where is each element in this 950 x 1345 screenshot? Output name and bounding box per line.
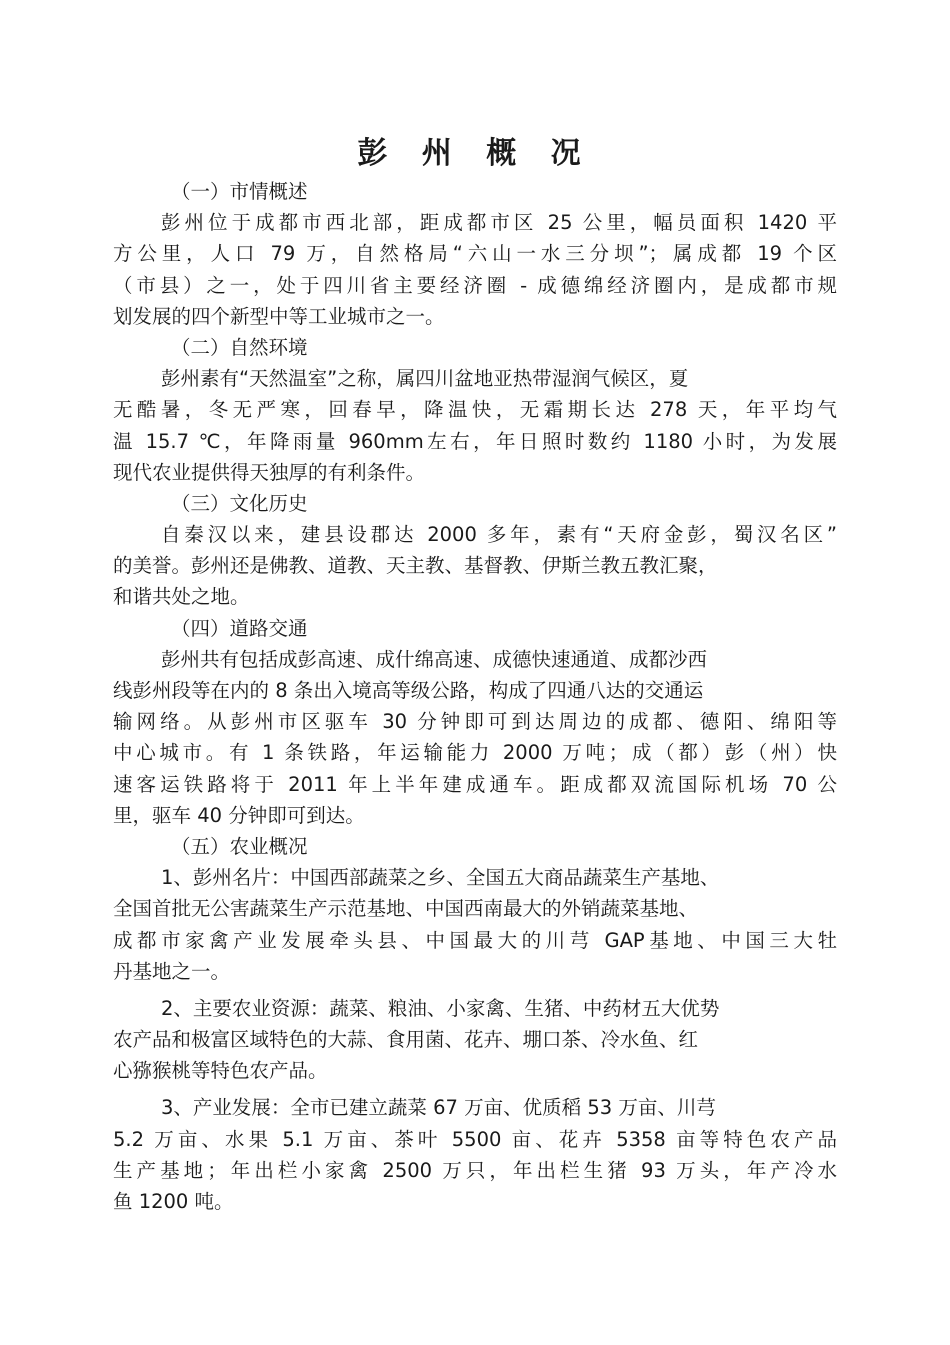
paragraph-line: 方公里，人口 79 万，自然格局“六山一水三分坝”；属成都 19 个区 <box>113 242 837 266</box>
paragraph-line: 输网络。从彭州市区驱车 30 分钟即可到达周边的成都、德阳、绵阳等 <box>113 710 837 734</box>
page-title: 彭 州 概 况 <box>357 136 593 171</box>
document-body <box>113 176 837 1217</box>
section-heading: （四）道路交通 <box>171 616 308 640</box>
section-heading: （三）文化历史 <box>171 491 308 515</box>
paragraph-line: 彭州共有包括成彭高速、成什绵高速、成德快速通道、成都沙西 <box>161 647 708 671</box>
paragraph-line: 心猕猴桃等特色农产品。 <box>113 1059 328 1083</box>
paragraph-line: 全国首批无公害蔬菜生产示范基地、中国西南最大的外销蔬菜基地、 <box>113 897 699 921</box>
paragraph-line: 温 15.7 ℃，年降雨量 960mm左右，年日照时数约 1180 小时，为发展 <box>113 429 837 453</box>
paragraph-line: 的美誉。彭州还是佛教、道教、天主教、基督教、伊斯兰教五教汇聚， <box>113 554 718 578</box>
paragraph-line: 划发展的四个新型中等工业城市之一。 <box>113 304 445 328</box>
paragraph-line: 中心城市。有 1 条铁路，年运输能力 2000 万吨；成（都）彭（州）快 <box>113 741 837 765</box>
paragraph-line: 鱼 1200 吨。 <box>113 1190 234 1213</box>
paragraph-line: 彭州素有“天然温室”之称，属四川盆地亚热带湿润气候区，夏 <box>161 367 689 391</box>
section-heading: （五）农业概况 <box>171 834 308 858</box>
paragraph-line: （市县）之一，处于四川省主要经济圈 - 成德绵经济圈内，是成都市规 <box>113 273 837 297</box>
paragraph-line: 线彭州段等在内的 8 条出入境高等级公路，构成了四通八达的交通运 <box>113 679 704 702</box>
paragraph-line: 1、彭州名片：中国西部蔬菜之乡、全国五大商品蔬菜生产基地、 <box>161 866 720 890</box>
paragraph-line: 生产基地；年出栏小家禽 2500 万只，年出栏生猪 93 万头，年产冷水 <box>113 1158 837 1182</box>
paragraph-line: 自秦汉以来，建县设郡达 2000 多年，素有“天府金彭，蜀汉名区” <box>161 523 837 547</box>
paragraph-line: 里，驱车 40 分钟即可到达。 <box>113 803 365 827</box>
paragraph-line: 无酷暑，冬无严寒，回春早，降温快，无霜期长达 278 天，年平均气 <box>113 398 837 422</box>
paragraph-line: 2、主要农业资源：蔬菜、粮油、小家禽、生猪、中药材五大优势 <box>161 996 720 1020</box>
paragraph-line: 丹基地之一。 <box>113 959 231 983</box>
section-heading: （二）自然环境 <box>171 335 308 359</box>
paragraph-line: 成都市家禽产业发展牵头县、中国最大的川芎 GAP基地、中国三大牡 <box>113 928 837 952</box>
paragraph-line: 3、产业发展：全市已建立蔬菜 67 万亩、优质稻 53 万亩、川芎 <box>161 1096 716 1120</box>
paragraph-line: 现代农业提供得天独厚的有利条件。 <box>113 460 426 484</box>
paragraph-line: 速客运铁路将于 2011 年上半年建成通车。距成都双流国际机场 70 公 <box>113 772 837 796</box>
paragraph-line: 5.2 万亩、水果 5.1 万亩、茶叶 5500 亩、花卉 5358 亩等特色农产品 <box>113 1127 837 1151</box>
paragraph-line: 和谐共处之地。 <box>113 585 250 609</box>
section-heading: （一）市情概述 <box>171 180 308 203</box>
paragraph-line: 农产品和极富区域特色的大蒜、食用菌、花卉、堋口茶、冷水鱼、红 <box>113 1028 699 1052</box>
paragraph-line: 彭州位于成都市西北部，距成都市区 25 公里，幅员面积 1420 平 <box>161 211 837 235</box>
